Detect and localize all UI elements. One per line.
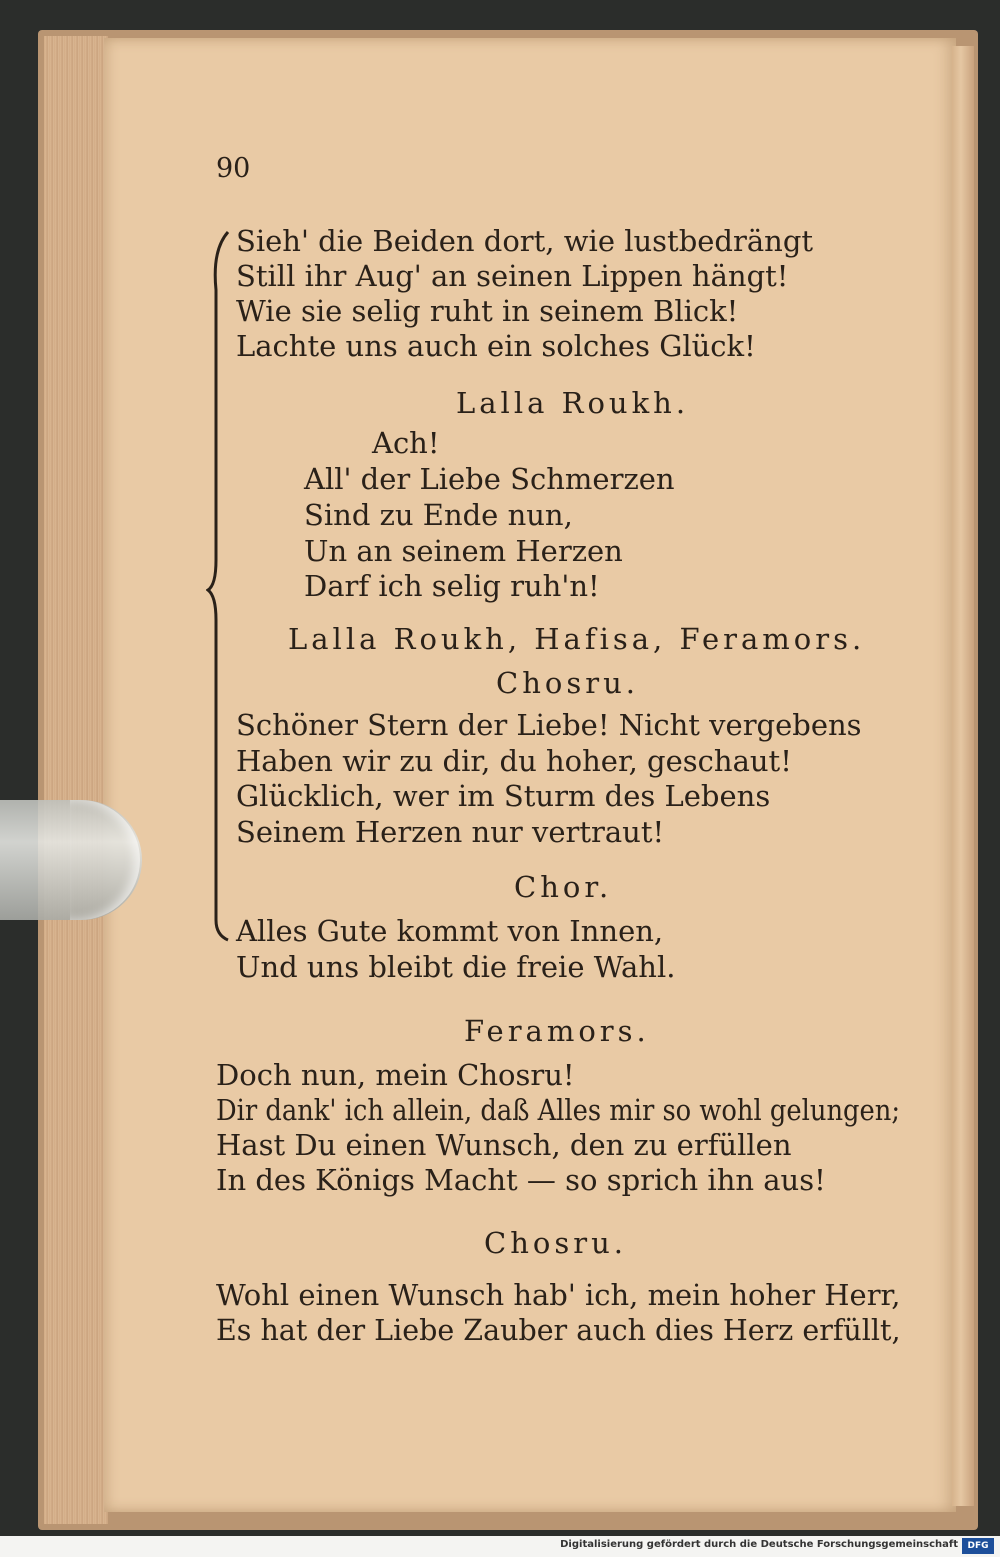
text-line: Doch nun, mein Chosru!: [216, 1058, 575, 1092]
text-line: Und uns bleibt die freie Wahl.: [236, 950, 676, 984]
text-line: Ach!: [372, 426, 440, 460]
text-line: Es hat der Liebe Zauber auch dies Herz erfüllt,: [216, 1313, 901, 1347]
text-line: Lachte uns auch ein solches Glück!: [236, 329, 756, 363]
text-line: Seinem Herzen nur vertraut!: [236, 815, 665, 849]
text-line: In des Königs Macht — so sprich ihn aus!: [216, 1163, 826, 1197]
speaker-heading: Feramors.: [464, 1014, 650, 1048]
text-line: Wohl einen Wunsch hab' ich, mein hoher Herr,: [216, 1278, 901, 1312]
text-line: Sind zu Ende nun,: [304, 498, 573, 532]
text-line: Darf ich selig ruh'n!: [304, 569, 600, 603]
text-line: Wie sie selig ruht in seinem Blick!: [236, 294, 739, 328]
speaker-heading: Chosru.: [496, 666, 639, 700]
text-line: Glücklich, wer im Sturm des Lebens: [236, 779, 771, 813]
footer-credit: Digitalisierung gefördert durch die Deutsche Forschungsgemeinschaft: [560, 1539, 958, 1550]
speaker-heading: Lalla Roukh, Hafisa, Feramors.: [288, 622, 866, 656]
speaker-heading: Chor.: [514, 870, 613, 904]
page-stack-edge: [44, 36, 108, 1524]
text-line: Alles Gute kommt von Innen,: [236, 914, 664, 948]
text-line: Sieh' die Beiden dort, wie lustbedrängt: [236, 224, 814, 258]
text-line: Dir dank' ich allein, daß Alles mir so wohl gelungen;: [216, 1093, 901, 1127]
footer-bar: [0, 1536, 1000, 1557]
dfg-logo: DFG: [962, 1538, 994, 1554]
text-line: Un an seinem Herzen: [304, 534, 623, 568]
text-line: Haben wir zu dir, du hoher, geschaut!: [236, 744, 792, 778]
bracket-decoration: [206, 230, 236, 942]
text-line: Still ihr Aug' an seinen Lippen hängt!: [236, 259, 789, 293]
text-line: Schöner Stern der Liebe! Nicht vergebens: [236, 708, 862, 742]
text-line: Hast Du einen Wunsch, den zu erfüllen: [216, 1128, 792, 1162]
speaker-heading: Chosru.: [484, 1226, 627, 1260]
page-number: 90: [216, 153, 251, 184]
page-right-edge: [952, 46, 974, 1506]
text-line: All' der Liebe Schmerzen: [304, 462, 675, 496]
speaker-heading: Lalla Roukh.: [456, 386, 690, 420]
